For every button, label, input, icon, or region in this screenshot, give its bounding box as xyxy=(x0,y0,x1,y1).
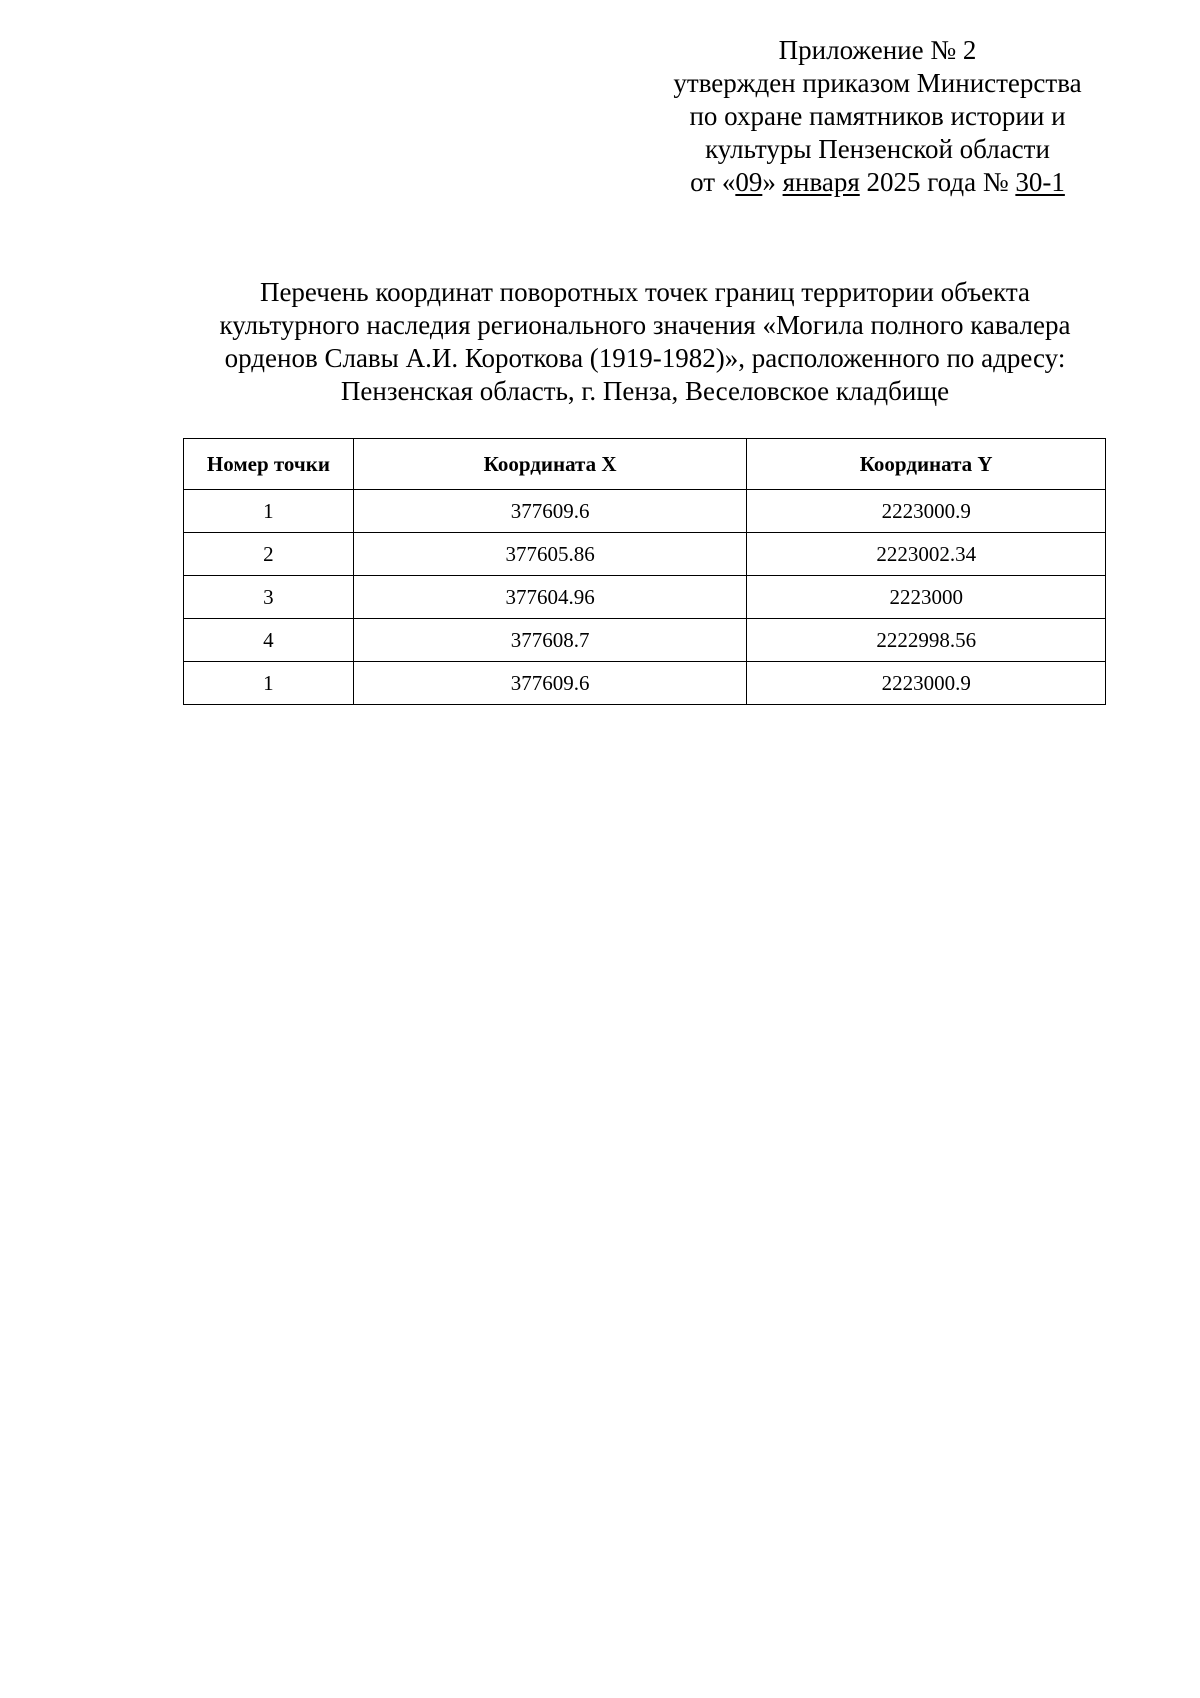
date-separator: » xyxy=(762,167,783,197)
title-line: Перечень координат поворотных точек границ территории объекта xyxy=(259,277,1031,307)
date-year-text: 2025 года № xyxy=(859,167,1016,197)
cell-coordinate-y: 2222998.56 xyxy=(747,619,1106,662)
cell-coordinate-y: 2223000.9 xyxy=(747,662,1106,705)
header-coordinate-x: Координата X xyxy=(353,439,747,490)
approval-block xyxy=(600,34,1155,199)
table-row xyxy=(184,533,1106,576)
cell-coordinate-x: 377609.6 xyxy=(353,490,747,533)
table-row xyxy=(184,576,1106,619)
cell-point-number: 1 xyxy=(184,662,354,705)
approval-line: по охране памятников истории и xyxy=(689,101,1066,131)
approval-month: января xyxy=(782,167,860,197)
table-row xyxy=(184,662,1106,705)
document-title xyxy=(180,276,1110,408)
cell-coordinate-y: 2223002.34 xyxy=(747,533,1106,576)
approval-order-number: 30-1 xyxy=(1015,167,1065,197)
approval-day: 09 xyxy=(735,167,763,197)
approval-line: утвержден приказом Министерства xyxy=(673,68,1082,98)
table-row xyxy=(184,490,1106,533)
title-line: культурного наследия регионального значения «Могила полного кавалера xyxy=(219,310,1071,340)
title-line: Пензенская область, г. Пенза, Веселовское кладбище xyxy=(340,376,950,406)
header-point-number: Номер точки xyxy=(184,439,354,490)
cell-point-number: 2 xyxy=(184,533,354,576)
date-prefix: от « xyxy=(690,167,736,197)
approval-line: культуры Пензенской области xyxy=(705,134,1050,164)
title-line: орденов Славы А.И. Короткова (1919-1982)», расположенного по адресу: xyxy=(224,343,1066,373)
cell-coordinate-x: 377608.7 xyxy=(353,619,747,662)
table-header-row xyxy=(184,439,1106,490)
cell-coordinate-y: 2223000.9 xyxy=(747,490,1106,533)
cell-point-number: 4 xyxy=(184,619,354,662)
cell-coordinate-y: 2223000 xyxy=(747,576,1106,619)
cell-point-number: 3 xyxy=(184,576,354,619)
cell-coordinate-x: 377605.86 xyxy=(353,533,747,576)
approval-date-line xyxy=(600,166,1155,199)
approval-line: Приложение № 2 xyxy=(778,35,977,65)
cell-point-number: 1 xyxy=(184,490,354,533)
table-row xyxy=(184,619,1106,662)
cell-coordinate-x: 377609.6 xyxy=(353,662,747,705)
cell-coordinate-x: 377604.96 xyxy=(353,576,747,619)
coordinates-table xyxy=(183,438,1106,705)
header-coordinate-y: Координата Y xyxy=(747,439,1106,490)
